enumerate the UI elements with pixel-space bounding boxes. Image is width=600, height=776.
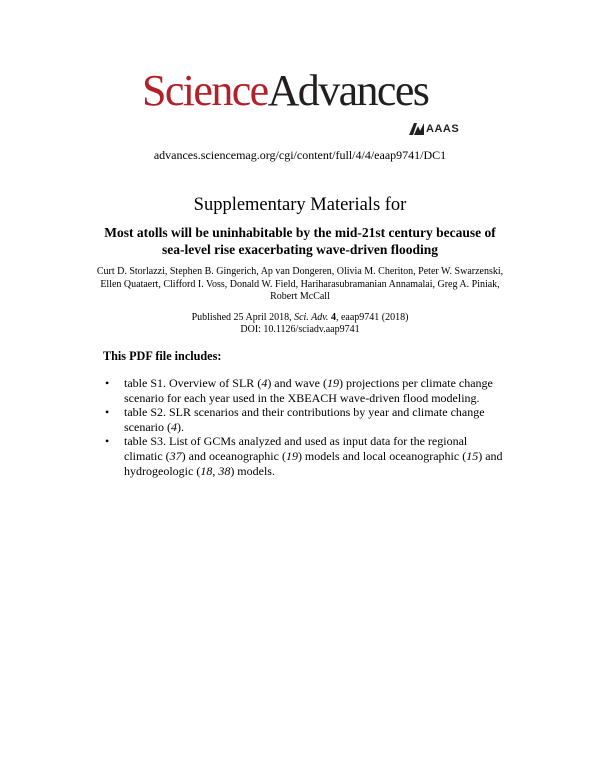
paper-title bbox=[0, 224, 600, 258]
author-line: Robert McCall bbox=[270, 291, 330, 302]
author-line: Curt D. Storlazzi, Stephen B. Gingerich, Ap van Dongeren, Olivia M. Cheriton, Peter W. Swarzenski, bbox=[96, 266, 504, 277]
publication-line bbox=[0, 312, 600, 324]
paper-title-line: Most atolls will be uninhabitable by the mid-21st century because of bbox=[104, 225, 496, 240]
item-text: table S3. List of GCMs analyzed and used as input data for the regional climatic ( bbox=[124, 434, 468, 463]
paper-title-line: sea-level rise exacerbating wave-driven flooding bbox=[162, 242, 438, 257]
list-item bbox=[103, 376, 503, 405]
citation-ref: 38 bbox=[218, 463, 231, 478]
item-text: ) projections per climate change scenario for each year used in the XBEACH wave-driven flood modeling. bbox=[124, 376, 493, 405]
doi: DOI: 10.1126/sciadv.aap9741 bbox=[240, 324, 360, 335]
bullet: • bbox=[105, 434, 110, 449]
bullet: • bbox=[105, 405, 110, 420]
list-item bbox=[103, 434, 503, 478]
item-text: table S2. SLR scenarios and their contributions by year and climate change scenario ( bbox=[124, 405, 485, 434]
article-id: , eaap9741 (2018) bbox=[335, 312, 409, 323]
journal-volume: 4 bbox=[330, 312, 336, 323]
author-list bbox=[90, 266, 510, 304]
author-line: Ellen Quataert, Clifford I. Voss, Donald W. Field, Hariharasubramanian Annamalai, Greg A. Piniak, bbox=[100, 278, 500, 290]
citation-ref: 4 bbox=[261, 376, 268, 390]
item-text: ) and hydrogeologic ( bbox=[124, 448, 503, 478]
supplementary-title: Supplementary Materials for bbox=[193, 195, 407, 215]
science-advances-logo bbox=[142, 66, 462, 116]
list-item bbox=[103, 405, 503, 434]
item-text: ) models. bbox=[230, 463, 275, 478]
citation-ref: 15 bbox=[466, 448, 479, 463]
item-text: ) models and local oceanographic ( bbox=[297, 448, 467, 463]
aaas-logo bbox=[409, 122, 459, 136]
citation-ref: 37 bbox=[169, 448, 182, 463]
journal-name: Sci. Adv. bbox=[294, 312, 329, 323]
item-text: , bbox=[212, 463, 219, 478]
citation-ref: 19 bbox=[326, 376, 339, 390]
publication-info bbox=[0, 312, 600, 336]
logo-advances-text: Advances bbox=[267, 66, 429, 115]
aaas-text: AAAS bbox=[426, 123, 460, 135]
citation-ref: 18 bbox=[200, 463, 213, 478]
logo-science-text: Science bbox=[142, 66, 268, 115]
item-text: table S1. Overview of SLR ( bbox=[124, 376, 262, 390]
aaas-triangle-icon bbox=[409, 123, 424, 135]
citation-ref: 4 bbox=[170, 419, 177, 434]
published-date: Published 25 April 2018, bbox=[191, 312, 295, 323]
item-text: ) and wave ( bbox=[267, 376, 327, 390]
supplement-url: advances.sciencemag.org/cgi/content/full/4/4/eaap9741/DC1 bbox=[153, 148, 447, 162]
citation-ref: 19 bbox=[285, 448, 298, 463]
bullet: • bbox=[105, 376, 110, 390]
contents-list bbox=[103, 376, 503, 478]
item-text: ). bbox=[176, 419, 184, 434]
includes-heading: This PDF file includes: bbox=[103, 349, 222, 363]
item-text: ) and oceanographic ( bbox=[181, 448, 286, 463]
